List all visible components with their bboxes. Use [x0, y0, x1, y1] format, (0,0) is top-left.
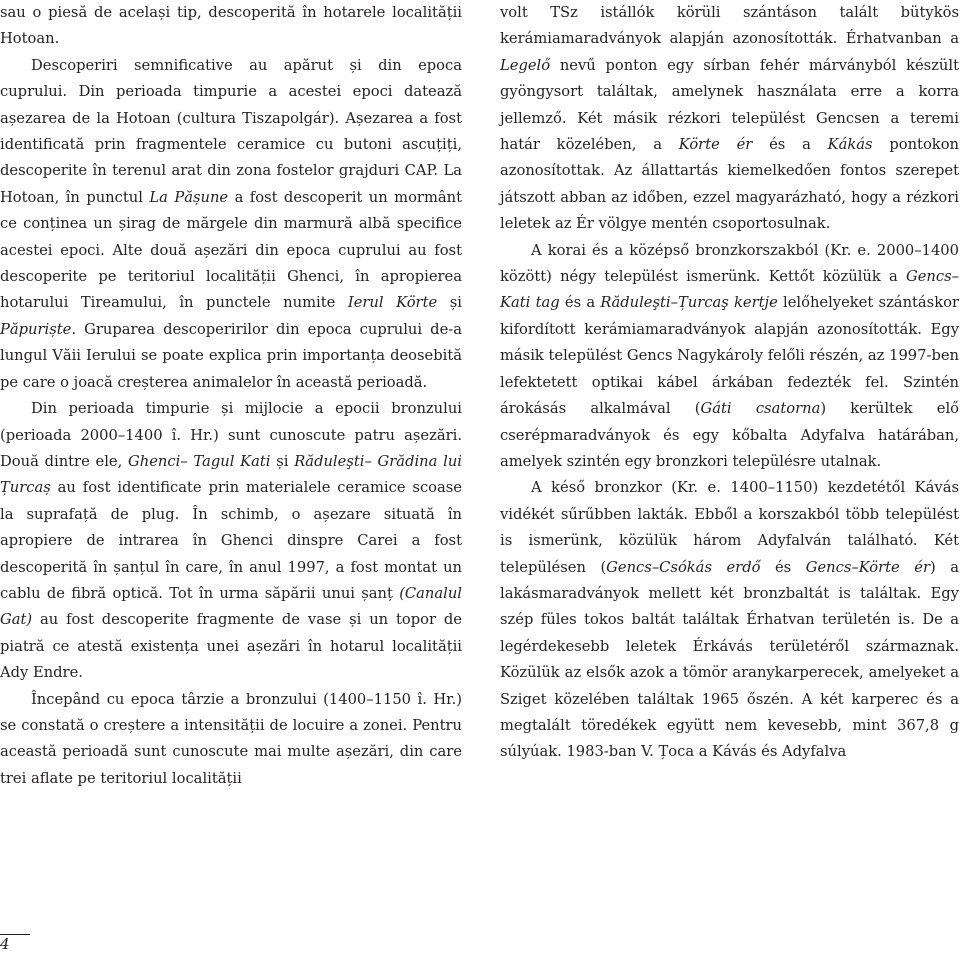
- text-run: Începând cu epoca târzie a bronzului (1400–1150 î. Hr.) se constată o creștere a intensității de locuire a zonei. Pentru această perioadă sunt cunoscute mai multe așezări, din care trei aflate pe teritoriul localității: [0, 690, 462, 787]
- italic-term: Gencs–Kati tag: [500, 268, 959, 312]
- italic-term: Körte ér: [678, 136, 753, 154]
- italic-term: Ierul Körte: [347, 294, 438, 312]
- italic-term: La Pășune: [149, 188, 229, 206]
- text-run: és a: [752, 136, 828, 154]
- text-run: ) kerültek elő cserépmaradványok és egy kőbalta Adyfalva határában, amelyek szintén egy bronzkori településre utalnak.: [500, 400, 959, 470]
- text-run: și: [437, 294, 462, 312]
- italic-term: Gencs–Csókás erdő: [606, 558, 761, 576]
- text-run: A késő bronzkor (Kr. e. 1400–1150) kezdetétől Kávás vidékét sűrűbben lakták. Ebből a korszakból több települést is ismerünk, közülük három Adyfalván található. Két településen (: [500, 479, 959, 576]
- text-run: és a: [559, 294, 601, 312]
- text-run: a fost descoperit un mormânt ce conținea un șirag de mărgele din marmură albă specifice acestei epoci. Alte două așezări din epoca cuprului au fost descoperite pe teritoriul localității Ghenci, în apropierea hotarului Tireamului, în punctele numite: [0, 188, 462, 312]
- italic-term: Păpuriște: [0, 320, 72, 338]
- text-run: ) a lakásmaradványok mellett két bronzbaltát is találtak. Egy szép füles tokos baltát találtak Érhatvan területén is. De a legérdekesebb leletek Érkávás területéről származnak. Közülük az elsők azok a tömör aranykarperecek, amelyeket a Sziget közelében találtak 1965 őszén. A két karperec és a megtalált töredékek együtt nem kevesebb, mint 367,8 g súlyúak. 1983-ban V. Țoca a Kávás és Adyfalva: [500, 558, 959, 761]
- italic-term: Gencs–Körte ér: [805, 558, 930, 576]
- paragraph: [500, 475, 959, 765]
- right-column: [500, 0, 959, 766]
- page-footer: [0, 934, 30, 952]
- page-number: 4: [0, 935, 10, 953]
- text-run: . Gruparea descoperirilor din epoca cuprului de-a lungul Văii Ierului se poate explica prin importanța deosebită pe care o joacă creșterea animalelor în această perioadă.: [0, 320, 462, 391]
- italic-term: Gáti csatorna: [700, 400, 821, 418]
- paragraph: [500, 238, 959, 476]
- left-column: [0, 0, 462, 792]
- italic-term: Legelő: [500, 56, 551, 74]
- italic-term: Kákás: [827, 136, 873, 154]
- paragraph: [0, 396, 462, 686]
- italic-term: Ghenci– Tagul Kati: [128, 452, 271, 470]
- italic-term: Răduleşti–Țurcaş kertje: [600, 294, 778, 312]
- italic-term: Răduleşti– Grădina lui Țurcaș: [0, 452, 462, 497]
- text-run: sau o piesă de același tip, descoperită în hotarele localității Hotoan.: [0, 4, 462, 48]
- text-run: és: [760, 558, 806, 576]
- text-run: A korai és a középső bronzkorszakból (Kr. e. 2000–1400 között) négy települést ismerünk. Kettőt közülük a: [500, 241, 959, 286]
- text-run: au fost identificate prin materialele ceramice scoase la suprafață de plug. În schimb, o așezare situată în apropiere de intrarea în Ghenci dinspre Carei a fost descoperită în șanțul în care, în anul 1997, a fost montat un cablu de fibră optică. Tot în urma săpării unui șanț: [0, 479, 462, 602]
- text-run: Descoperiri semnificative au apărut și din epoca cuprului. Din perioada timpurie a acestei epoci datează așezarea de la Hotoan (cultura Tiszapolgár). Așezarea a fost identificată prin fragmentele ceramice cu butoni ascuțiți, descoperite în terenul arat din zona fostelor grajduri CAP. La Hotoan, în punctul: [0, 56, 462, 206]
- paragraph: [0, 687, 462, 793]
- text-run: au fost descoperite fragmente de vase și un topor de piatră ce atestă existența unei așezări în hotarul localității Ady Endre.: [0, 611, 462, 682]
- text-run: Din perioada timpurie și mijlocie a epocii bronzului (perioada 2000–1400 î. Hr.) sunt cunoscute patru așezări. Două dintre ele,: [0, 400, 462, 470]
- text-run: volt TSz istállók körüli szántáson talált bütykös kerámiamaradványok alapján azonosították. Érhatvanban a: [500, 4, 959, 48]
- text-run: pontokon azonosítottak. Az állattartás kiemelkedően fontos szerepet játszott abban az időben, ezzel magyarázható, hogy a rézkori leletek az Ér völgye mentén csoportosulnak.: [500, 136, 959, 233]
- paragraph: [0, 53, 462, 396]
- paragraph: [500, 0, 959, 238]
- italic-term: (Canalul Gat): [0, 584, 462, 629]
- text-run: și: [270, 452, 295, 470]
- paragraph: [0, 0, 462, 53]
- text-run: nevű ponton egy sírban fehér márványból készült gyöngysort találtak, amelynek használata erre a korra jellemző. Két másik rézkori települést Gencsen a teremi határ közelében, a: [500, 56, 959, 154]
- text-run: lelőhelyeket szántáskor kifordított kerámiamaradványok alapján azonosították. Egy másik települést Gencs Nagykároly felőli részén, az 1997-ben lefektetett optikai kábel árkában fedezték fel. Szintén árokásás alkalmával (: [500, 294, 959, 418]
